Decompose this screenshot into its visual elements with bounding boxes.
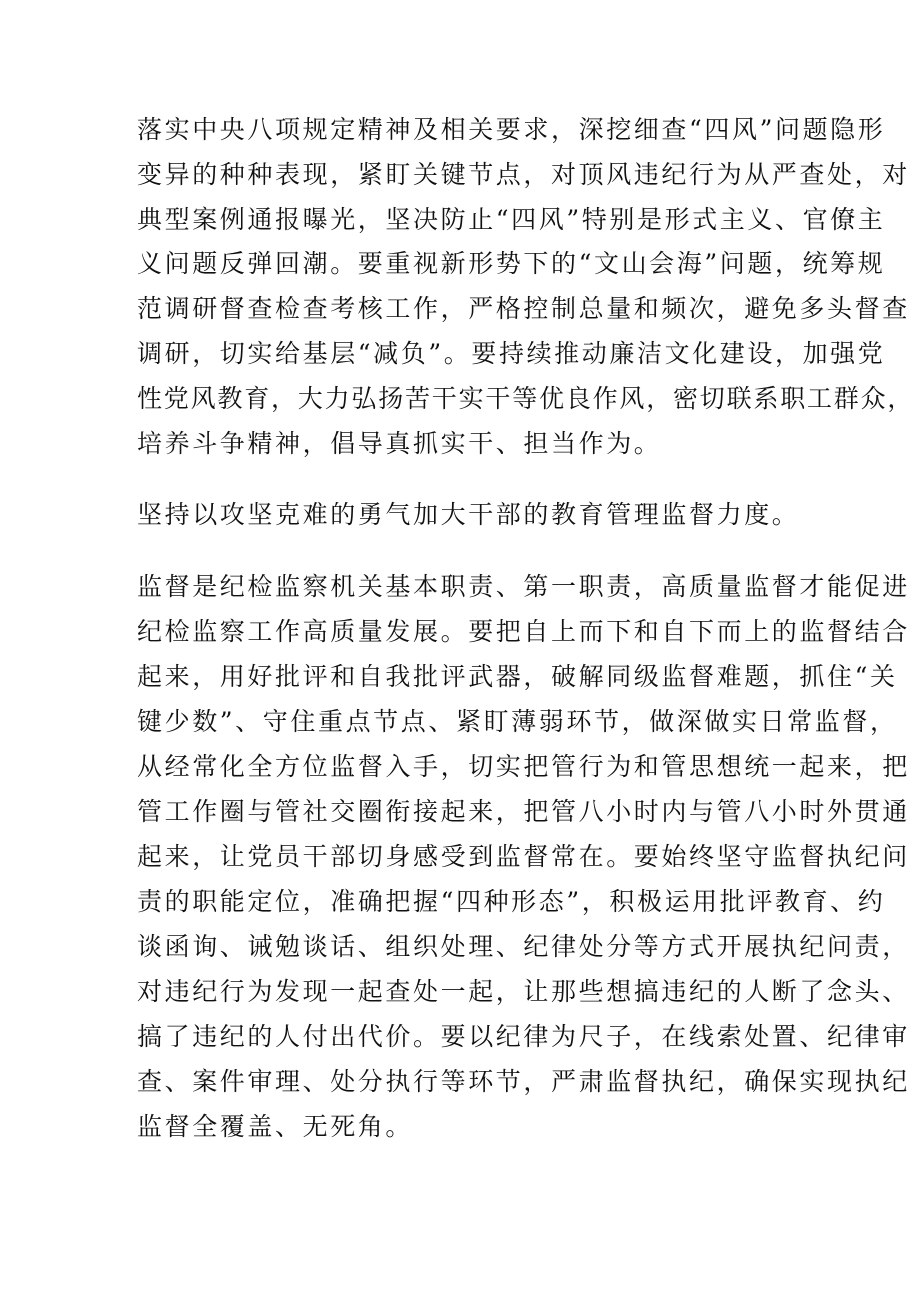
- section-heading: 坚持以攻坚克难的勇气加大干部的教育管理监督力度。: [137, 500, 800, 529]
- paragraph-1-line: 变异的种种表现，紧盯关键节点，对顶风违纪行为从严查处，对: [137, 160, 910, 189]
- paragraph-2-line: 管工作圈与管社交圈衔接起来，把管八小时内与管八小时外贯通: [137, 797, 910, 826]
- paragraph-2-line: 纪检监察工作高质量发展。要把自上而下和自下而上的监督结合: [137, 617, 910, 646]
- paragraph-1-line: 典型案例通报曝光，坚决防止“四风”特别是形式主义、官僚主: [137, 205, 886, 234]
- paragraph-2-line: 谈函询、诫勉谈话、组织处理、纪律处分等方式开展执纪问责，: [137, 932, 910, 961]
- paragraph-2-line: 起来，让党员干部切身感受到监督常在。要始终坚守监督执纪问: [137, 842, 910, 871]
- paragraph-2-line: 从经常化全方位监督入手，切实把管行为和管思想统一起来，把: [137, 752, 910, 781]
- paragraph-2-line: 监督全覆盖、无死角。: [137, 1112, 414, 1141]
- paragraph-1-line: 义问题反弹回潮。要重视新形势下的“文山会海”问题，统筹规: [137, 249, 886, 278]
- paragraph-1-line: 落实中央八项规定精神及相关要求，深挖细查“四风”问题隐形: [137, 115, 886, 144]
- paragraph-1-line: 培养斗争精神，倡导真抓实干、担当作为。: [137, 429, 662, 458]
- paragraph-1-line: 性党风教育，大力弘扬苦干实干等优良作风，密切联系职工群众，: [137, 384, 915, 413]
- paragraph-2-line: 起来，用好批评和自我批评武器，破解同级监督难题，抓住“关: [137, 662, 898, 691]
- paragraph-1-line: 调研，切实给基层“减负”。要持续推动廉洁文化建设，加强党: [137, 339, 886, 368]
- paragraph-2-line: 责的职能定位，准确把握“四种形态”，积极运用批评教育、约: [137, 887, 886, 916]
- paragraph-2-line: 搞了违纪的人付出代价。要以纪律为尺子，在线索处置、纪律审: [137, 1022, 910, 1051]
- paragraph-2-line: 对违纪行为发现一起查处一起，让那些想搞违纪的人断了念头、: [137, 977, 910, 1006]
- paragraph-2-line: 监督是纪检监察机关基本职责、第一职责，高质量监督才能促进: [137, 572, 910, 601]
- paragraph-1-line: 范调研督查检查考核工作，严格控制总量和频次，避免多头督查: [137, 294, 910, 323]
- paragraph-2-line: 查、案件审理、处分执行等环节，严肃监督执纪，确保实现执纪: [137, 1067, 910, 1096]
- paragraph-2-line: 键少数”、守住重点节点、紧盯薄弱环节，做深做实日常监督，: [137, 707, 898, 736]
